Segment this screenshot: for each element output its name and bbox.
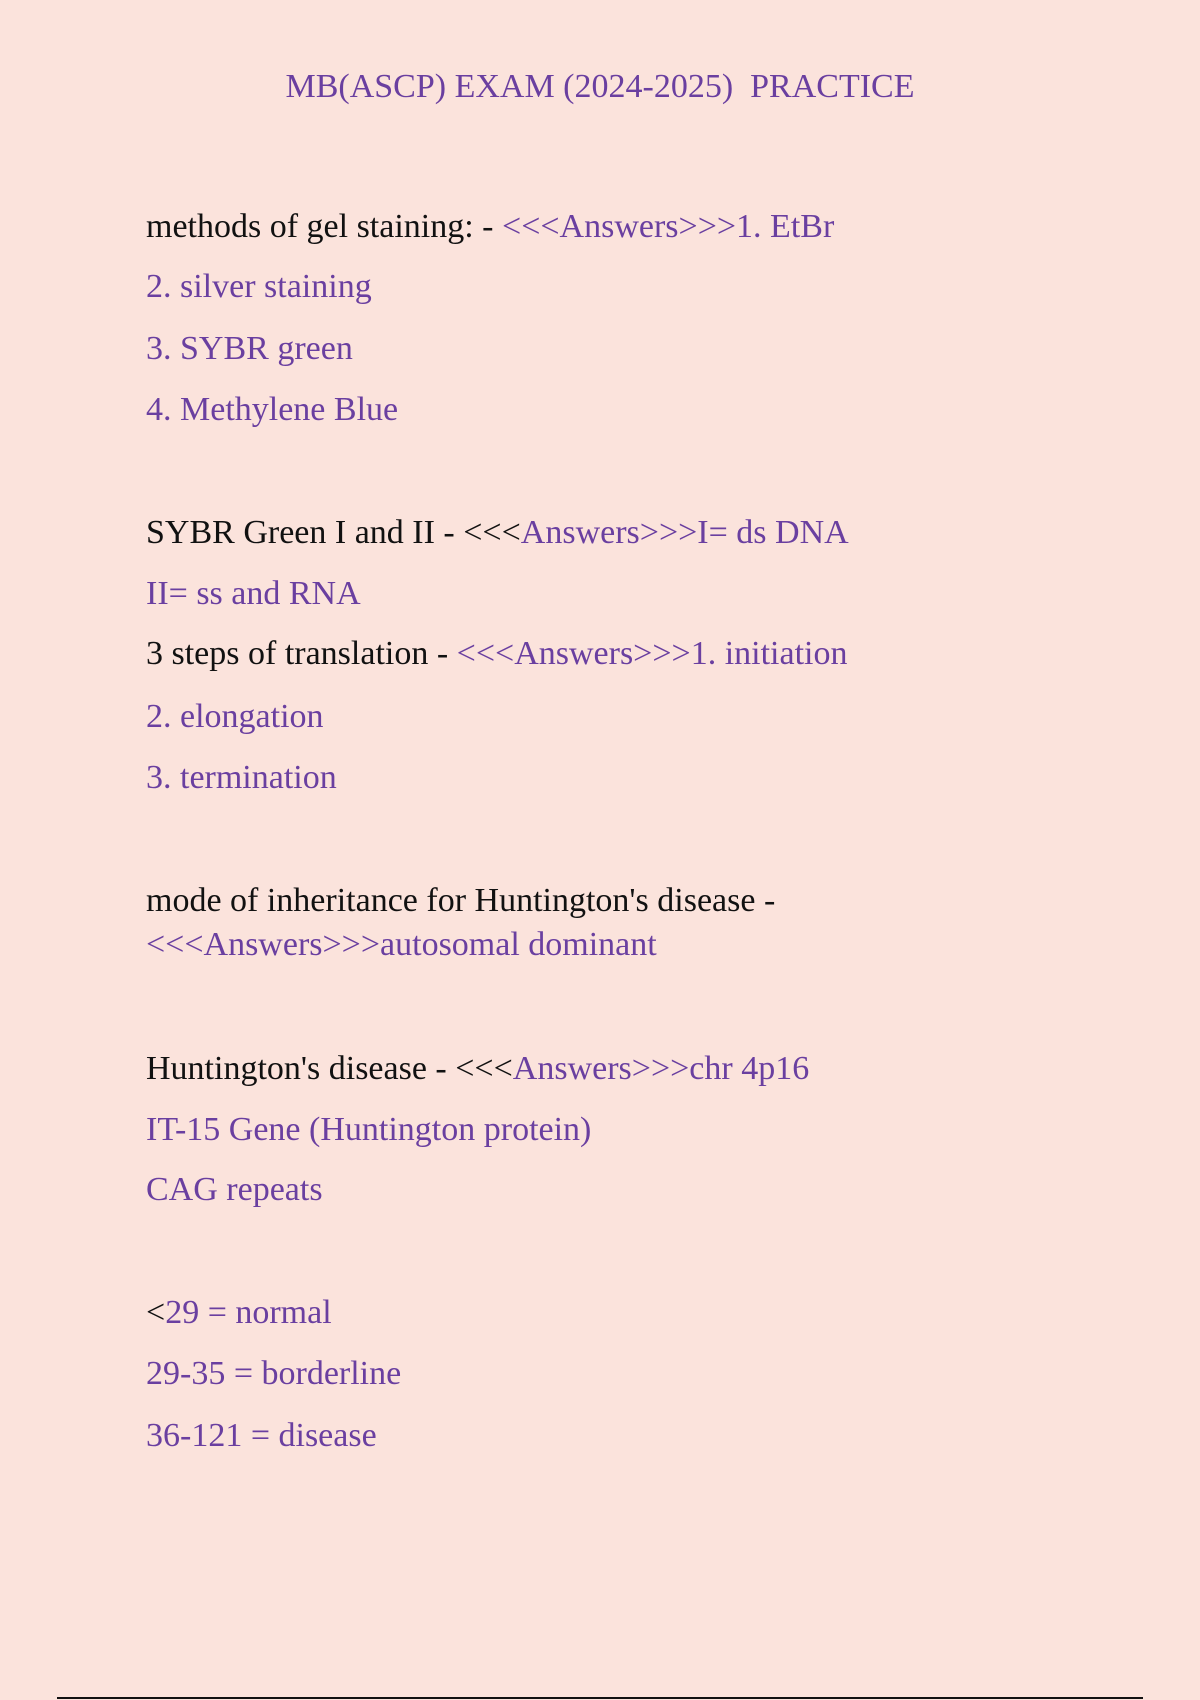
question-text: mode of inheritance for Huntington's disease -: [146, 882, 776, 919]
answer-line: CAG repeats: [146, 1171, 323, 1208]
qa-line-translation: [146, 634, 847, 674]
question-text: 3 steps of translation -: [146, 635, 457, 672]
qa-line-huntington: [146, 1049, 809, 1089]
answer-line: 3. SYBR green: [146, 330, 353, 367]
question-text: <: [146, 1294, 166, 1331]
answer-text: Answers>>>chr 4p16: [512, 1050, 810, 1087]
answer-text: Answers>>>I= ds DNA: [520, 514, 849, 551]
answer-text: <<<Answers>>>1. EtBr: [502, 208, 835, 245]
document-title: MB(ASCP) EXAM (2024-2025) PRACTICE: [285, 68, 915, 105]
answer-line: IT-15 Gene (Huntington protein): [146, 1111, 592, 1148]
answer-line: 4. Methylene Blue: [146, 391, 399, 428]
answer-text: 29 = normal: [165, 1294, 332, 1331]
answer-line: 29-35 = borderline: [146, 1355, 402, 1392]
answer-line: 36-121 = disease: [146, 1417, 377, 1454]
qa-line-sybr-green: [146, 513, 849, 553]
question-text: Huntington's disease - <<<: [146, 1050, 513, 1087]
answer-line: 3. termination: [146, 759, 337, 796]
qa-line-cag-ranges: [146, 1293, 332, 1333]
answer-line: 2. silver staining: [146, 268, 372, 305]
qa-line-gel-staining: [146, 207, 834, 247]
answer-text: <<<Answers>>>autosomal dominant: [146, 926, 657, 963]
question-text: SYBR Green I and II - <<<: [146, 514, 521, 551]
answer-text: <<<Answers>>>1. initiation: [456, 635, 848, 672]
answer-line: II= ss and RNA: [146, 575, 361, 612]
footer-rule: [57, 1697, 1143, 1699]
question-text: methods of gel staining: -: [146, 208, 503, 245]
answer-line: 2. elongation: [146, 698, 324, 735]
